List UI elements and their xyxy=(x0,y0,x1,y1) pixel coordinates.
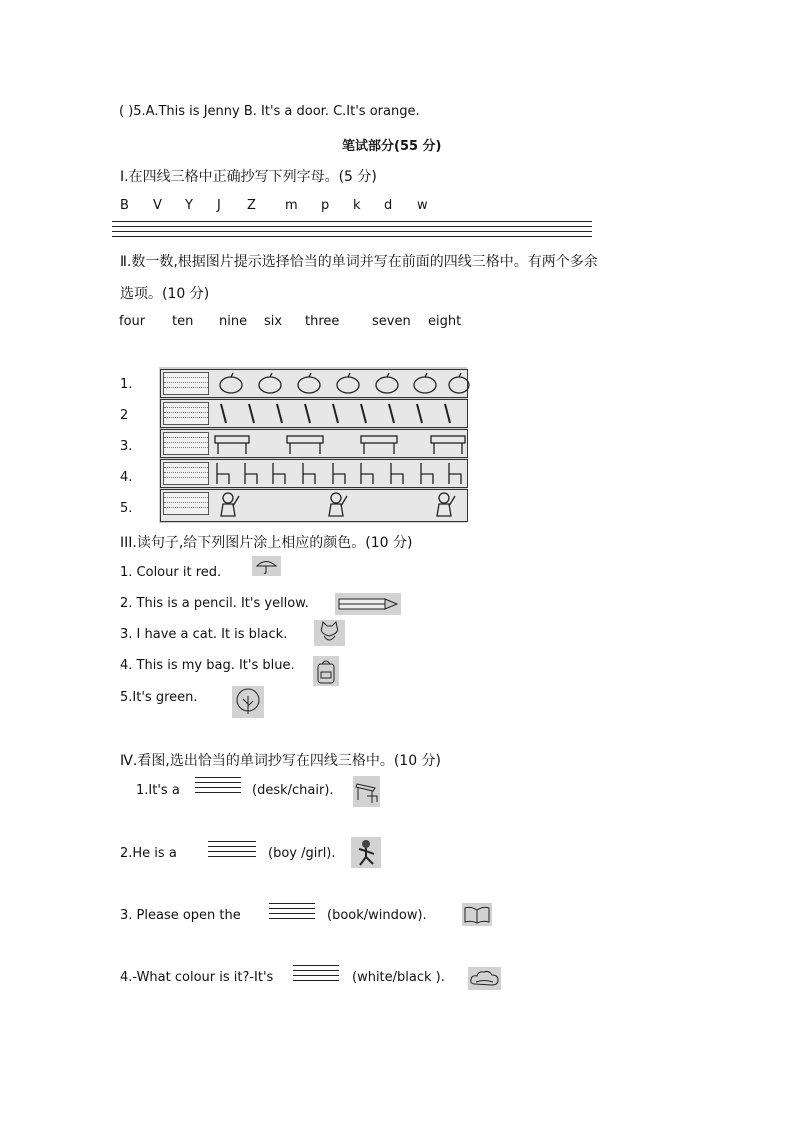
word-option: six xyxy=(264,314,283,329)
stick-icon xyxy=(211,400,471,427)
item-prefix: 3. Please open the xyxy=(120,908,241,923)
letter: Z xyxy=(247,198,256,213)
desk-icon xyxy=(211,430,471,457)
word-option: three xyxy=(305,314,340,329)
letter: m xyxy=(285,198,298,213)
desks-row xyxy=(160,429,468,458)
counting-picture xyxy=(159,367,467,523)
row-number: 1. xyxy=(120,377,133,392)
item-prefix: 2.He is a xyxy=(120,846,177,861)
apple-icon xyxy=(211,370,471,397)
boy-icon xyxy=(351,837,381,868)
letter: w xyxy=(417,198,428,213)
letter: J xyxy=(217,198,221,213)
bag-icon[interactable] xyxy=(313,656,339,686)
sticks-row xyxy=(160,399,468,428)
colour-item: 1. Colour it red. xyxy=(120,565,222,580)
answer-box[interactable] xyxy=(163,402,209,425)
chair-icon xyxy=(211,460,471,487)
item-options: (desk/chair). xyxy=(252,783,334,798)
umbrella-icon[interactable] xyxy=(252,556,281,576)
people-row xyxy=(160,489,468,522)
answer-box[interactable] xyxy=(163,492,209,515)
word-option: seven xyxy=(372,314,411,329)
cat-icon[interactable] xyxy=(314,620,345,646)
apples-row xyxy=(160,369,468,398)
item-options: (white/black ). xyxy=(352,970,445,985)
writing-lines[interactable] xyxy=(269,903,315,923)
letter: k xyxy=(353,198,361,213)
question-5-options: ( )5.A.This is Jenny B. It's a door. C.It's orange. xyxy=(119,104,420,119)
chairs-row xyxy=(160,459,468,488)
word-option: four xyxy=(119,314,146,329)
letter: p xyxy=(321,198,330,213)
word-option: ten xyxy=(172,314,194,329)
letter: d xyxy=(384,198,393,213)
item-prefix: 1.It's a xyxy=(136,783,180,798)
book-icon xyxy=(462,903,492,926)
item-options: (book/window). xyxy=(327,908,427,923)
letter: B xyxy=(120,198,129,213)
answer-box[interactable] xyxy=(163,462,209,485)
desk-icon xyxy=(353,776,380,807)
row-number: 4. xyxy=(120,470,133,485)
letter: V xyxy=(153,198,162,213)
writing-lines[interactable] xyxy=(208,841,256,861)
section2-title-line1: Ⅱ.数一数,根据图片提示选择恰当的单词并写在前面的四线三格中。有两个多余 xyxy=(120,254,598,270)
colour-item: 5.It's green. xyxy=(120,690,198,705)
item-prefix: 4.-What colour is it?-It's xyxy=(120,970,274,985)
section1-title: Ⅰ.在四线三格中正确抄写下列字母。(5 分) xyxy=(120,169,377,185)
word-option: nine xyxy=(219,314,248,329)
pencil-icon[interactable] xyxy=(335,593,401,615)
section2-title-line2: 选项。(10 分) xyxy=(120,286,210,302)
section3-title: III.读句子,给下列图片涂上相应的颜色。(10 分) xyxy=(120,535,413,551)
colour-item: 4. This is my bag. It's blue. xyxy=(120,658,295,673)
colour-item: 2. This is a pencil. It's yellow. xyxy=(120,596,309,611)
row-number: 3. xyxy=(120,439,133,454)
colour-item: 3. I have a cat. It is black. xyxy=(120,627,288,642)
cloud-icon xyxy=(468,967,501,990)
item-options: (boy /girl). xyxy=(268,846,336,861)
answer-box[interactable] xyxy=(163,432,209,455)
tree-icon[interactable] xyxy=(232,686,264,718)
row-number: 2 xyxy=(120,408,129,423)
word-bank xyxy=(119,314,479,332)
writing-lines[interactable] xyxy=(195,777,241,797)
section4-title: Ⅳ.看图,选出恰当的单词抄写在四线三格中。(10 分) xyxy=(120,753,442,769)
written-part-title: 笔试部分(55 分) xyxy=(342,139,442,154)
girl-icon xyxy=(211,490,471,521)
letter: Y xyxy=(185,198,193,213)
answer-box[interactable] xyxy=(163,372,209,395)
word-option: eight xyxy=(428,314,462,329)
writing-lines[interactable] xyxy=(293,965,339,985)
row-number: 5. xyxy=(120,501,133,516)
four-line-grid[interactable] xyxy=(112,221,592,241)
